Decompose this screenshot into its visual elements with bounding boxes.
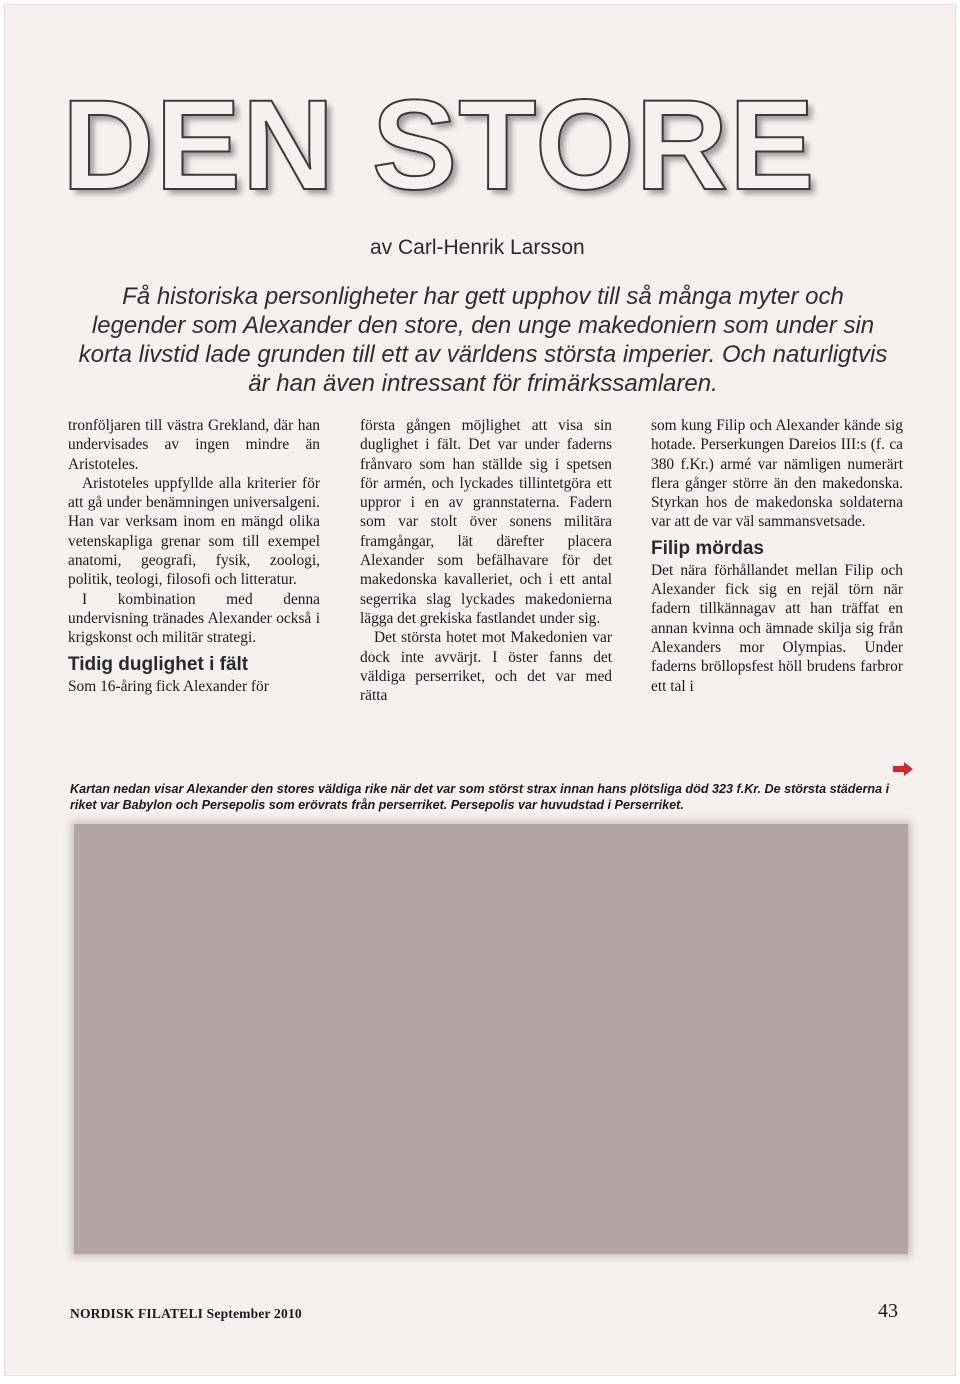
paragraph: Som 16-åring fick Alexander för <box>68 677 269 695</box>
paragraph: Det största hotet mot Makedonien var dock inte avvärjt. I öster fanns det väldiga perserriket, och det var med rätta <box>360 629 612 705</box>
paragraph: I kombination med denna undervisning tränades Alexander också i krigskonst och militär strategi. <box>68 590 320 647</box>
text-column-1 <box>68 416 320 696</box>
paragraph: Aristoteles uppfyllde alla kriterier för att gå under benämningen universalgeni. Han var verksam inom en mängd olika vetenskapliga grenar som till exempel anatomi, geografi, fysik, zoologi, politik, teologi, filosofi och litteratur. <box>68 474 320 589</box>
paragraph: Det nära förhållandet mellan Filip och Alexander fick sig en rejäl törn när fadern tillkännagav att han träffat en annan kvinna och ämnade skilja sig från Alexanders mor Olympias. Under faderns bröllopsfest höll brudens farbror ett tal i <box>651 561 903 695</box>
section-heading: Tidig duglighet i fält <box>68 653 249 675</box>
paragraph: första gången möjlighet att visa sin duglighet i fält. Det var under faderns frånvaro som han ställde sig i spetsen för armén, och lyckades tillintetgöra ett uppror i en av grannstaterna. Fadern som var stolt över sonens militära framgångar, lät därefter placera Alexander som befälhavare för det makedonska kavalleriet, och i ett antal segerrika slag lyckades makedonierna lägga det grekiska fastlandet under sig. <box>360 417 612 627</box>
intro-lead: Få historiska personligheter har gett upphov till så många myter och legender som Alexander den store, den unge makedoniern som under sin korta livstid lade grunden till ett av världens största imperier. Och naturligtvis är han även intressant för frimärkssamlaren. <box>78 283 888 397</box>
text-column-2 <box>360 416 612 705</box>
magazine-page <box>4 4 956 1376</box>
text-column-3 <box>651 416 903 696</box>
paragraph: tronföljaren till västra Grekland, där han undervisades av ingen mindre än Aristoteles. <box>68 417 320 473</box>
footer-publication: NORDISK FILATELI September 2010 <box>70 1306 302 1321</box>
article-title: DEN STORE <box>62 74 816 217</box>
paragraph: som kung Filip och Alexander kände sig hotade. Perserkungen Dareios III:s (f. ca 380 f.Kr.) armé var nämligen numerärt flera gånger större än den makedonska. Styrkan hos de makedonska soldaterna var att de var väl sammansvetsade. <box>651 417 903 531</box>
map-caption: Kartan nedan visar Alexander den stores väldiga rike när det var som störst strax innan hans plötsliga död 323 f.Kr. De största städerna i riket var Babylon och Persepolis som erövrats från perserriket. Persepolis var huvudstad i Perserriket. <box>70 782 890 812</box>
section-heading: Filip mördas <box>651 537 764 559</box>
map-image <box>74 824 908 1254</box>
arrow-right-icon <box>892 762 914 776</box>
byline: av Carl-Henrik Larsson <box>370 236 585 259</box>
page-number: 43 <box>878 1300 898 1322</box>
